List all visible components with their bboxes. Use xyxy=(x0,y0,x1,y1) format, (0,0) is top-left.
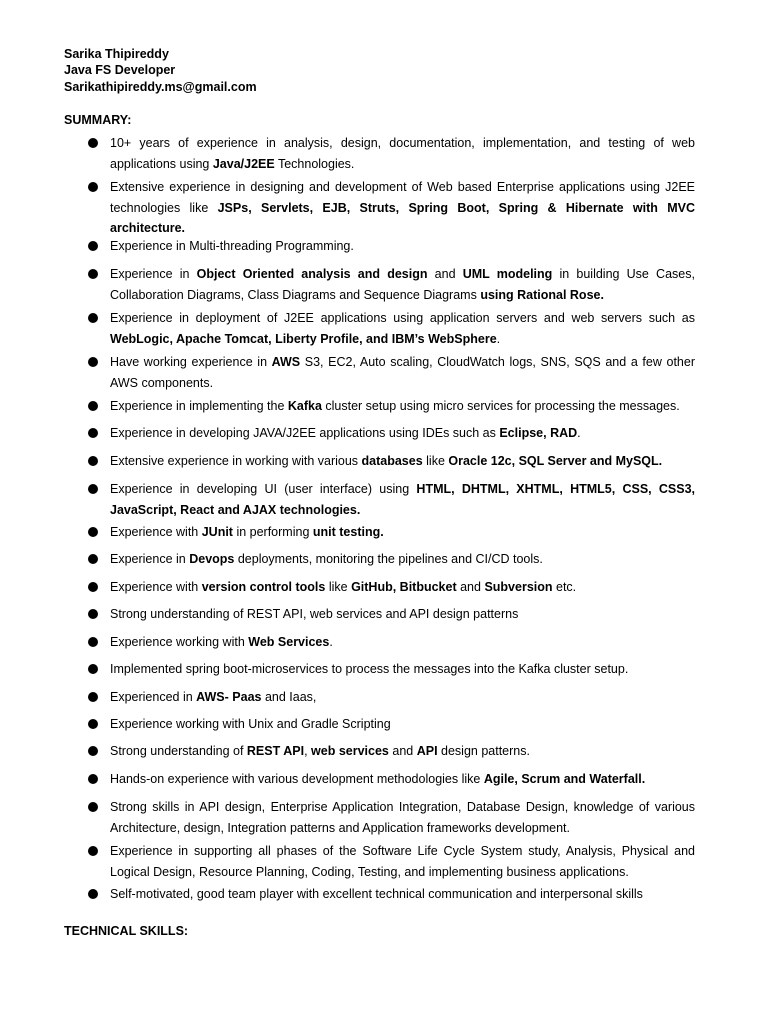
bold-text: REST API xyxy=(246,744,305,758)
summary-item-text xyxy=(110,741,695,762)
bullet-icon xyxy=(88,269,98,279)
text: Experience in supporting all phases of the Software Life Cycle System study, Analysis, Physical and Logical Design, Resource Planning, Coding, Testing, and implementing business applications. xyxy=(110,844,695,879)
text: Strong skills in API design, Enterprise Application Integration, Database Design, knowledge of various Architecture, design, Integration patterns and Application frameworks development. xyxy=(110,800,695,835)
bold-text: JSPs, Servlets, EJB, Struts, Spring Boot, Spring & Hibernate with MVC architecture. xyxy=(110,200,695,235)
bold-text: UML modeling xyxy=(462,267,553,281)
bold-text: Devops xyxy=(189,552,235,566)
text: Experience with xyxy=(110,580,202,594)
text: Implemented spring boot-microservices to process the messages into the Kafka cluster setup. xyxy=(110,662,629,676)
text: like xyxy=(325,580,352,594)
text: S3, EC2, Auto scaling, CloudWatch logs, SNS, SQS and a few other AWS components. xyxy=(110,355,695,390)
bullet-icon xyxy=(88,719,98,729)
bold-text: HTML, DHTML, XHTML, HTML5, CSS, CSS3, JavaScript, React and AJAX technologies. xyxy=(110,482,695,517)
bullet-icon xyxy=(88,428,98,438)
text: . xyxy=(577,426,581,440)
candidate-name: Sarika Thipireddy xyxy=(64,47,169,61)
text: Hands-on experience with various development methodologies like xyxy=(110,772,484,786)
text: and xyxy=(456,580,485,594)
candidate-email: Sarikathipireddy.ms@gmail.com xyxy=(64,80,257,94)
bold-text: web services xyxy=(311,744,389,758)
bullet-icon xyxy=(88,182,98,192)
bold-text: using Rational Rose. xyxy=(480,287,604,302)
text: . xyxy=(329,635,333,649)
summary-item-text xyxy=(110,177,695,239)
technical-skills-heading: TECHNICAL SKILLS: xyxy=(64,924,189,938)
text: and Iaas, xyxy=(261,690,317,704)
text: Strong understanding of REST API, web services and API design patterns xyxy=(110,607,519,621)
text: cluster setup using micro services for processing the messages. xyxy=(321,399,680,413)
bold-text: version control tools xyxy=(201,580,326,594)
bold-text: WebLogic, Apache Tomcat, Liberty Profile, and IBM’s WebSphere xyxy=(110,331,497,346)
text: Experience in xyxy=(110,552,190,566)
summary-item-text xyxy=(110,659,695,680)
summary-heading: SUMMARY: xyxy=(64,113,132,127)
summary-item-text xyxy=(110,451,695,472)
text: Extensive experience in working with various xyxy=(110,454,362,468)
summary-item-text xyxy=(110,841,695,882)
bold-text: Subversion xyxy=(484,580,553,594)
text: Extensive experience in designing and development of Web based Enterprise applications using J2EE technologies like xyxy=(110,180,695,215)
text: Experience in developing UI (user interface) using xyxy=(110,482,417,496)
bullet-icon xyxy=(88,484,98,494)
summary-item-text xyxy=(110,549,695,570)
bullet-icon xyxy=(88,774,98,784)
text: Technologies. xyxy=(274,156,355,171)
text: deployments, monitoring the pipelines and CI/CD tools. xyxy=(234,552,543,566)
bullet-icon xyxy=(88,846,98,856)
text: in building Use Cases, Collaboration Diagrams, Class Diagrams and Sequence Diagrams xyxy=(110,267,695,302)
summary-item-text xyxy=(110,479,695,520)
text: in performing xyxy=(232,525,313,539)
bold-text: Kafka xyxy=(287,399,322,413)
bullet-icon xyxy=(88,527,98,537)
text: Have working experience in xyxy=(110,355,272,369)
summary-item-text xyxy=(110,769,695,790)
text: Self-motivated, good team player with excellent technical communication and interpersonal skills xyxy=(110,887,643,901)
bullet-icon xyxy=(88,582,98,592)
bold-text: Eclipse, RAD xyxy=(499,426,578,440)
summary-item-text xyxy=(110,236,695,257)
bold-text: Object Oriented analysis and design xyxy=(196,267,428,281)
bullet-icon xyxy=(88,692,98,702)
text: Experienced in xyxy=(110,690,197,704)
summary-item-text xyxy=(110,604,695,625)
text: Experience in xyxy=(110,267,197,281)
summary-item-text xyxy=(110,797,695,838)
bullet-icon xyxy=(88,456,98,466)
text: , xyxy=(304,744,312,758)
bold-text: GitHub, Bitbucket xyxy=(351,580,457,594)
summary-item-text xyxy=(110,884,695,905)
summary-item-text xyxy=(110,133,695,174)
text: Strong understanding of xyxy=(110,744,247,758)
bullet-icon xyxy=(88,138,98,148)
text: etc. xyxy=(552,580,577,594)
text: . xyxy=(496,331,501,346)
bullet-icon xyxy=(88,802,98,812)
bullet-icon xyxy=(88,401,98,411)
text: like xyxy=(422,454,449,468)
text: Experience in implementing the xyxy=(110,399,288,413)
text: and xyxy=(388,744,417,758)
text: design patterns. xyxy=(437,744,530,758)
text: Experience working with Unix and Gradle Scripting xyxy=(110,717,391,731)
summary-item-text xyxy=(110,352,695,393)
bold-text: Agile, Scrum and Waterfall. xyxy=(483,772,646,786)
bullet-icon xyxy=(88,664,98,674)
summary-item-text xyxy=(110,264,695,305)
summary-item-text xyxy=(110,423,695,444)
text: Experience in deployment of J2EE applications using application servers and web servers such as xyxy=(110,311,695,325)
text: Experience with xyxy=(110,525,202,539)
summary-item-text xyxy=(110,632,695,653)
bold-text: AWS xyxy=(271,355,301,369)
summary-item-text xyxy=(110,687,695,708)
bold-text: AWS- Paas xyxy=(196,690,262,704)
bold-text: API xyxy=(416,744,438,758)
text: Experience in Multi-threading Programming. xyxy=(110,239,354,253)
bullet-icon xyxy=(88,637,98,647)
bullet-icon xyxy=(88,313,98,323)
text: and xyxy=(427,267,463,281)
bullet-icon xyxy=(88,357,98,367)
summary-item-text xyxy=(110,308,695,349)
bullet-icon xyxy=(88,554,98,564)
bullet-icon xyxy=(88,609,98,619)
bold-text: Oracle 12c, SQL Server and MySQL. xyxy=(448,454,663,468)
bold-text: JUnit xyxy=(201,525,233,539)
summary-item-text xyxy=(110,577,695,598)
candidate-role: Java FS Developer xyxy=(64,63,176,77)
bullet-icon xyxy=(88,241,98,251)
text: Experience in developing JAVA/J2EE applications using IDEs such as xyxy=(110,426,500,440)
bold-text: databases xyxy=(361,454,423,468)
text: Experience working with xyxy=(110,635,249,649)
text: 10+ years of experience in analysis, design, documentation, implementation, and testing of web applications using xyxy=(110,136,695,171)
bullet-icon xyxy=(88,746,98,756)
bold-text: Java/J2EE xyxy=(212,156,275,171)
summary-item-text xyxy=(110,522,695,543)
summary-item-text xyxy=(110,714,695,735)
bold-text: Web Services xyxy=(248,635,330,649)
bullet-icon xyxy=(88,889,98,899)
bold-text: unit testing. xyxy=(312,525,384,539)
summary-item-text xyxy=(110,396,695,417)
